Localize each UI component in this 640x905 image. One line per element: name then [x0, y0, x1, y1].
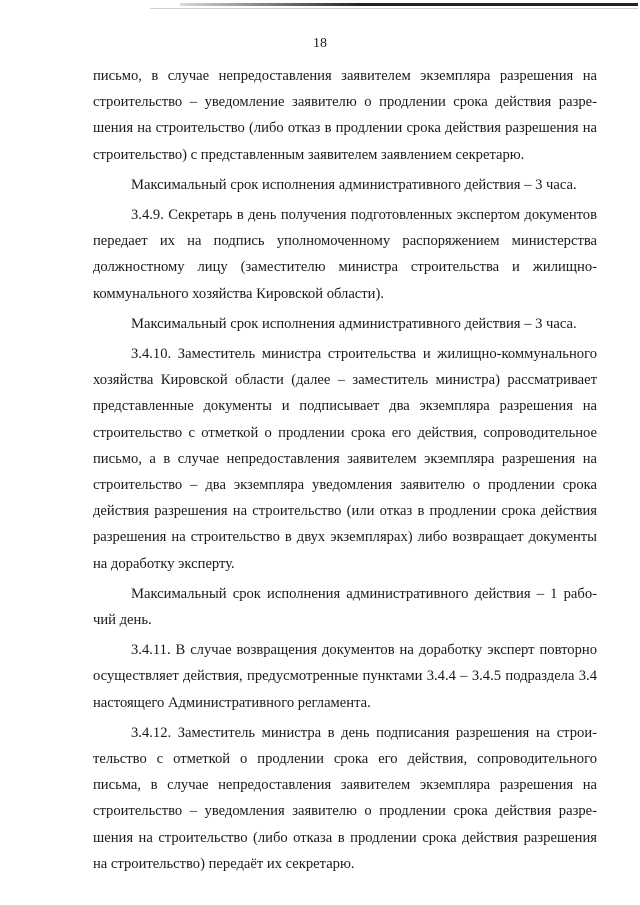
paragraph-deadline: Максимальный срок исполнения административного действия – 3 часа. [131, 176, 577, 193]
paragraph-3-4-11: 3.4.11. В случае возвращения документов на доработку эксперт повторно осуществляет действия, предусмотренные пунктами 3.4.4 – 3.4.5 подраздела 3.4 настоящего Административного регламента. [93, 642, 597, 711]
paragraph-continuation: письмо, в случае непредоставления заявителем экземпляра разрешения на строительство – уведомление заявителю о продлении срока действия разрешения на строительство (либо отказ в продлении срока действия разрешения на строительство) с представленным заявителем заявлением секретарю. [93, 68, 597, 163]
page-number: 18 [313, 36, 327, 51]
document-body [93, 63, 597, 881]
paragraph-3-4-10: 3.4.10. Заместитель министра строительства и жилищно-коммунального хозяйства Кировской области (далее – заместитель министра) рассматривает представленные документы и подписывает два экземпляра разрешения на строительство с отметкой о продлении срока его действия, сопроводительное письмо, а в случае непредоставления заявителем экземпляра разрешения на строительство – два экземпляра уведомления заявителю о продлении срока действия разрешения на строительство (или отказ в продлении срока действия разрешения на строительство в двух экземплярах) либо возвращает документы на доработку эксперту. [93, 346, 597, 572]
scan-edge-line-faint [150, 8, 638, 9]
paragraph-3-4-12: 3.4.12. Заместитель министра в день подписания разрешения на строительство с отметкой о продлении срока его действия, сопроводительного письма, в случае непредоставления заявителем экземпляра разрешения на строительство – уведомления заявителю о продлении срока действия разрешения на строительство (либо отказа в продлении срока действия разрешения на строительство) передаёт их секретарю. [93, 724, 597, 872]
scan-edge-line [180, 3, 638, 6]
paragraph-deadline: Максимальный срок исполнения административного действия – 3 часа. [131, 315, 577, 332]
paragraph-deadline: Максимальный срок исполнения административного действия – 1 рабочий день. [93, 585, 597, 629]
paragraph-3-4-9: 3.4.9. Секретарь в день получения подготовленных экспертом документов передает их на подпись уполномоченному распоряжением министерства должностному лицу (заместителю министра строительства и жилищно-коммунального хозяйства Кировской области). [93, 207, 597, 302]
